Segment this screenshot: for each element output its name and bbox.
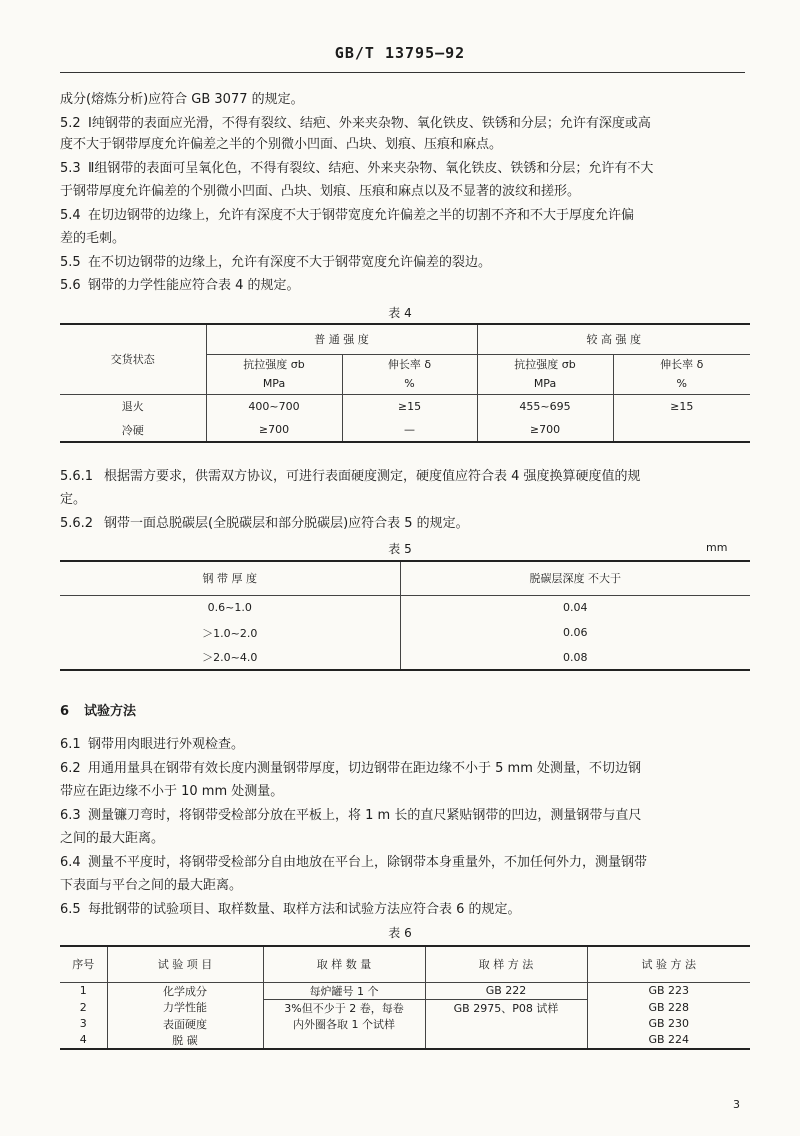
table6-header: 试 验 项 目 <box>107 946 263 982</box>
table-cell: ≥15 <box>342 394 477 418</box>
paragraph-text: 定。 <box>60 492 87 507</box>
clause-number: 5.6 <box>60 278 81 293</box>
table-cell: 表面硬度 <box>107 1016 263 1032</box>
table-cell: ≥700 <box>206 418 342 442</box>
table-cell: 化学成分 <box>107 982 263 999</box>
table-cell: 力学性能 <box>107 999 263 1016</box>
table4-unit: % <box>342 374 477 394</box>
table-cell: GB 224 <box>648 1033 690 1046</box>
paragraph <box>60 736 750 754</box>
paragraph-text: 根据需方要求，供需双方协议，可进行表面硬度测定，硬度值应符合表 4 强度换算硬度值的规 <box>104 469 641 484</box>
clause-number: 6.2 <box>60 761 81 776</box>
clause-number: 6.4 <box>60 855 81 870</box>
table4-unit: % <box>676 377 687 391</box>
table5-unit: mm <box>706 541 728 554</box>
table4 <box>60 323 750 443</box>
table5 <box>60 560 750 671</box>
table-cell: ＞1.0~2.0 <box>60 620 400 645</box>
paragraph-text: 之间的最大距离。 <box>60 831 165 846</box>
paragraph <box>60 115 750 133</box>
table5-header: 钢 带 厚 度 <box>60 561 400 595</box>
paragraph-text: 钢带的力学性能应符合表 4 的规定。 <box>88 278 300 293</box>
table6-header: 取 样 方 法 <box>425 946 587 982</box>
paragraph-text: 钢带用肉眼进行外观检查。 <box>88 737 245 752</box>
table-cell: GB 223 <box>648 984 690 998</box>
table-row <box>60 620 750 645</box>
table-cell: 0.04 <box>563 601 588 615</box>
table-cell: 3 <box>60 1016 107 1032</box>
paragraph <box>60 230 750 248</box>
table-row <box>60 394 750 418</box>
table4-group-normal: 普 通 强 度 <box>206 324 477 354</box>
table-cell: ≥700 <box>477 418 613 442</box>
clause-number: 5.5 <box>60 255 81 270</box>
clause-number: 5.6.1 <box>60 469 94 484</box>
table-cell <box>613 418 750 442</box>
paragraph-text: 测量不平度时，将钢带受检部分自由地放在平台上，除钢带本身重量外，不加任何外力，测量钢带 <box>88 855 648 870</box>
table-cell: 脱 碳 <box>107 1032 263 1049</box>
table-row <box>60 1032 750 1049</box>
table6-header: 试 验 方 法 <box>641 958 696 972</box>
paragraph-text: Ⅰ纯钢带的表面应光滑，不得有裂纹、结疤、外来夹杂物、氧化铁皮、铁锈和分层；允许有深度或高 <box>88 116 651 131</box>
table-cell: GB 230 <box>648 1017 690 1030</box>
table6-caption: 表 6 <box>388 926 412 940</box>
table5-header: 脱碳层深度 不大于 <box>529 572 621 586</box>
table-cell: 内外圈各取 1 个试样 <box>263 1016 425 1032</box>
paragraph <box>60 468 750 486</box>
paragraph-text: 于钢带厚度允许偏差的个别微小凹面、凸块、划痕、压痕和麻点以及不显著的波纹和搓形。 <box>60 184 581 199</box>
table-cell: ＞2.0~4.0 <box>60 645 400 670</box>
table-row <box>60 645 750 670</box>
paragraph-text: 用通用量具在钢带有效长度内测量钢带厚度，切边钢带在距边缘不小于 5 mm 处测量，不切边钢 <box>88 761 641 776</box>
table4-unit: MPa <box>477 374 613 394</box>
table4-caption: 表 4 <box>388 306 412 320</box>
paragraph-text: 在不切边钢带的边缘上，允许有深度不大于钢带宽度允许偏差的裂边。 <box>88 255 492 270</box>
section-number: 6 <box>60 704 70 719</box>
table-cell: ≥15 <box>670 399 694 413</box>
paragraph <box>60 91 750 109</box>
table-cell: 每炉罐号 1 个 <box>263 982 425 999</box>
paragraph-text: 成分(熔炼分析)应符合 GB 3077 的规定。 <box>60 92 304 107</box>
header-rule <box>60 72 745 73</box>
table6 <box>60 945 750 1050</box>
paragraph <box>60 901 750 919</box>
table-cell: 退火 <box>60 394 206 418</box>
table-row <box>60 982 750 999</box>
table4-group-high: 较 高 强 度 <box>477 324 750 354</box>
table-cell: 0.6~1.0 <box>60 595 400 620</box>
paragraph <box>60 854 750 872</box>
paragraph <box>60 491 750 509</box>
page-header: GB/T 13795—92 <box>334 44 466 62</box>
paragraph-text: 测量镰刀弯时，将钢带受检部分放在平板上，将 1 m 长的直尺紧贴钢带的凹边，测量钢带与直尺 <box>88 808 642 823</box>
paragraph-text: 下表面与平台之间的最大距离。 <box>60 878 243 893</box>
table4-col-state: 交货状态 <box>60 324 206 394</box>
clause-number: 6.5 <box>60 902 81 917</box>
paragraph-text: 带应在距边缘不小于 10 mm 处测量。 <box>60 784 284 799</box>
table-cell: 2 <box>60 999 107 1016</box>
table-cell: 3%但不少于 2 卷，每卷 <box>263 999 425 1016</box>
table-cell: GB 228 <box>648 1000 690 1014</box>
paragraph <box>60 877 750 895</box>
paragraph <box>60 515 750 533</box>
table-row <box>60 418 750 442</box>
table-cell: GB 2975、P08 试样 <box>425 999 587 1049</box>
table4-subheader: 伸长率 δ <box>660 358 704 372</box>
page-number: 3 <box>733 1098 740 1111</box>
clause-number: 5.3 <box>60 161 81 176</box>
table-row <box>60 595 750 620</box>
clause-number: 5.6.2 <box>60 516 94 531</box>
table6-header: 取 样 数 量 <box>263 946 425 982</box>
clause-number: 6.1 <box>60 737 81 752</box>
table4-subheader: 伸长率 δ <box>342 354 477 374</box>
paragraph-text: 度不大于钢带厚度允许偏差之半的个别微小凹面、凸块、划痕、压痕和麻点。 <box>60 137 503 152</box>
paragraph-text: Ⅱ组钢带的表面可呈氧化色，不得有裂纹、结疤、外来夹杂物、氧化铁皮、铁锈和分层；允许有不大 <box>88 161 654 176</box>
table-cell: — <box>342 418 477 442</box>
paragraph <box>60 207 750 225</box>
paragraph <box>60 136 750 154</box>
table5-caption: 表 5 <box>388 542 412 556</box>
table6-header: 序号 <box>60 946 107 982</box>
table-cell <box>263 1032 425 1049</box>
clause-number: 5.2 <box>60 116 81 131</box>
table-cell: 400~700 <box>206 394 342 418</box>
table4-subheader: 抗拉强度 σb <box>206 354 342 374</box>
paragraph-text: 钢带一面总脱碳层(全脱碳层和部分脱碳层)应符合表 5 的规定。 <box>104 516 469 531</box>
table-cell: 1 <box>60 982 107 999</box>
table-cell: GB 222 <box>425 982 587 999</box>
paragraph <box>60 807 750 825</box>
table-row <box>60 1016 750 1032</box>
table-cell: 冷硬 <box>60 418 206 442</box>
table-cell: 4 <box>60 1032 107 1049</box>
paragraph <box>60 277 750 295</box>
clause-number: 6.3 <box>60 808 81 823</box>
paragraph-text: 每批钢带的试验项目、取样数量、取样方法和试验方法应符合表 6 的规定。 <box>88 902 521 917</box>
paragraph <box>60 254 750 272</box>
clause-number: 5.4 <box>60 208 81 223</box>
paragraph <box>60 160 750 178</box>
paragraph <box>60 183 750 201</box>
paragraph-text: 在切边钢带的边缘上，允许有深度不大于钢带宽度允许偏差之半的切割不齐和不大于厚度允许偏 <box>88 208 635 223</box>
section-title: 试验方法 <box>84 704 137 719</box>
paragraph <box>60 830 750 848</box>
table-row <box>60 999 750 1016</box>
table-cell: 0.06 <box>563 626 588 639</box>
table4-subheader: 抗拉强度 σb <box>477 354 613 374</box>
paragraph <box>60 760 750 778</box>
table-cell: 0.08 <box>563 650 588 664</box>
paragraph-text: 差的毛刺。 <box>60 231 126 246</box>
paragraph <box>60 783 750 801</box>
section-heading <box>60 700 136 719</box>
table-cell: 455~695 <box>477 394 613 418</box>
table4-unit: MPa <box>206 374 342 394</box>
